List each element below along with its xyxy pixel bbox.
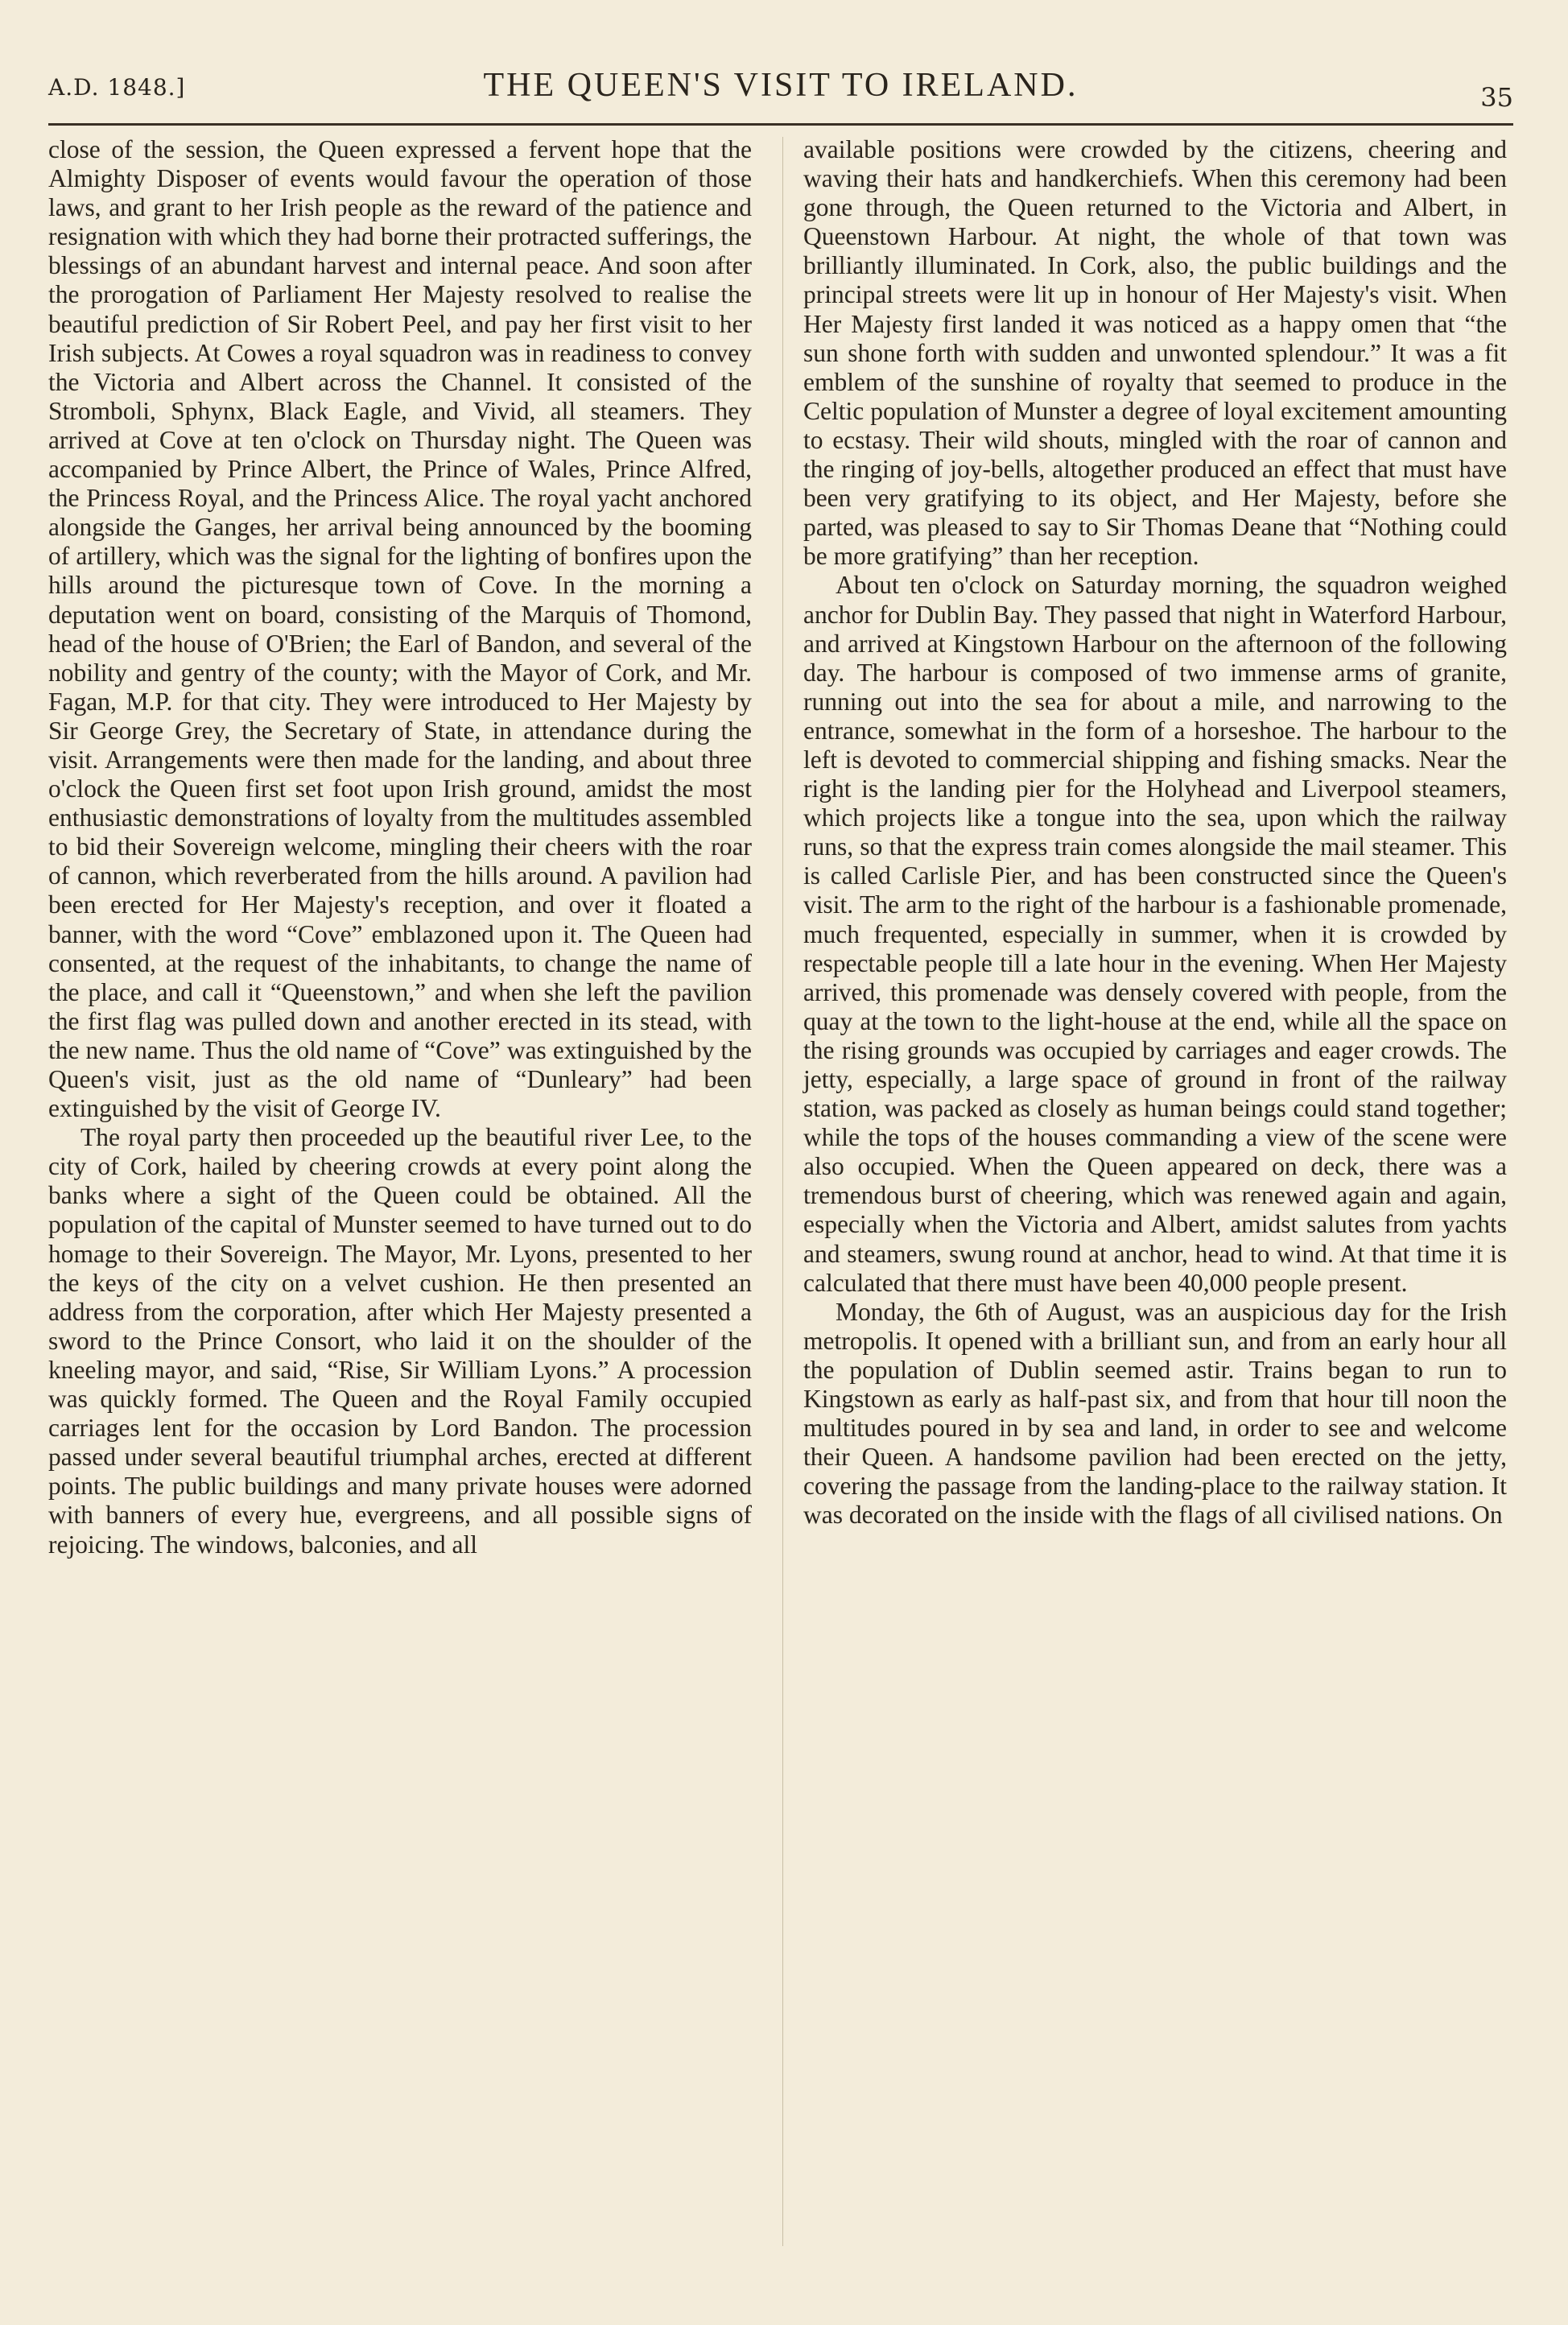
paragraph: The royal party then proceeded up the beautiful river Lee, to the city of Cork, hailed by cheering crowds at every point along the banks where a sight of the Queen could be obtained. All the population of the capital of Munster seemed to have turned out to do homage to their Sovereign. The Mayor, Mr. Lyons, presented to her the keys of the city on a velvet cushion. He then presented an address from the corporation, after which Her Majesty presented a sword to the Prince Consort, who laid it on the shoulder of the kneeling mayor, and said, “Rise, Sir William Lyons.” A procession was quickly formed. The Queen and the Royal Family occupied carriages lent for the occasion by Lord Bandon. The procession passed under several beautiful triumphal arches, erected at different points. The public buildings and many private houses were adorned with banners of every hue, evergreens, and all possible signs of rejoicing. The windows, balconies, and all	[48, 1123, 752, 1559]
running-header	[48, 63, 1513, 111]
paragraph: close of the session, the Queen expressed a fervent hope that the Almighty Disposer of events would favour the operation of those laws, and grant to her Irish people as the reward of the patience and resignation with which they had borne their protracted sufferings, the blessings of an abundant harvest and internal peace. And soon after the prorogation of Parliament Her Majesty resolved to realise the beautiful prediction of Sir Robert Peel, and pay her first visit to her Irish subjects. At Cowes a royal squadron was in readiness to convey the Victoria and Albert across the Channel. It consisted of the Stromboli, Sphynx, Black Eagle, and Vivid, all steamers. They arrived at Cove at ten o'clock on Thursday night. The Queen was accompanied by Prince Albert, the Prince of Wales, Prince Alfred, the Princess Royal, and the Princess Alice. The royal yacht anchored alongside the Ganges, her arrival being announced by the booming of artillery, which was the signal for the lighting of bonfires upon the hills around the picturesque town of Cove. In the morning a deputation went on board, consisting of the Marquis of Thomond, head of the house of O'Brien; the Earl of Bandon, and several of the nobility and gentry of the county; with the Mayor of Cork, and Mr. Fagan, M.P. for that city. They were introduced to Her Majesty by Sir George Grey, the Secretary of State, in attendance during the visit. Arrangements were then made for the landing, and about three o'clock the Queen first set foot upon Irish ground, amidst the most enthusiastic demonstrations of loyalty from the multitudes assembled to bid their Sovereign welcome, mingling their cheers with the roar of cannon, which reverberated from the hills around. A pavilion had been erected for Her Majesty's reception, and over it floated a banner, with the word “Cove” emblazoned upon it. The Queen had consented, at the request of the inhabitants, to change the name of the place, and call it “Queenstown,” and when she left the pavilion the first flag was pulled down and another erected in its stead, with the new name. Thus the old name of “Cove” was extinguished by the Queen's visit, just as the old name of “Dunleary” had been extinguished by the visit of George IV.	[48, 135, 752, 1123]
column-divider	[782, 137, 783, 2246]
paragraph: Monday, the 6th of August, was an auspicious day for the Irish metropolis. It opened with a brilliant sun, and from an early hour all the population of Dublin seemed astir. Trains began to run to Kingstown as early as half-past six, and from that hour till noon the multitudes poured in by sea and land, in order to see and welcome their Queen. A handsome pavilion had been erected on the jetty, covering the passage from the landing-place to the railway station. It was decorated on the inside with the flags of all civilised nations. On	[803, 1297, 1507, 1530]
page-number: 35	[1480, 82, 1513, 113]
header-year: A.D. 1848.]	[48, 74, 186, 101]
right-column	[803, 135, 1507, 1530]
left-column	[48, 135, 752, 1559]
paragraph: available positions were crowded by the citizens, cheering and waving their hats and handkerchiefs. When this ceremony had been gone through, the Queen returned to the Victoria and Albert, in Queenstown Harbour. At night, the whole of that town was brilliantly illuminated. In Cork, also, the public buildings and the principal streets were lit up in honour of Her Majesty's visit. When Her Majesty first landed it was noticed as a happy omen that “the sun shone forth with sudden and unwonted splendour.” It was a fit emblem of the sunshine of royalty that seemed to produce in the Celtic population of Munster a degree of loyal excitement amounting to ecstasy. Their wild shouts, mingled with the roar of cannon and the ringing of joy-bells, altogether produced an effect that must have been very gratifying to its object, and Her Majesty, before she parted, was pleased to say to Sir Thomas Deane that “Nothing could be more gratifying” than her reception.	[803, 135, 1507, 571]
header-title: THE QUEEN'S VISIT TO IRELAND.	[483, 67, 1079, 104]
paragraph: About ten o'clock on Saturday morning, the squadron weighed anchor for Dublin Bay. They passed that night in Waterford Harbour, and arrived at Kingstown Harbour on the afternoon of the following day. The harbour is composed of two immense arms of granite, running out into the sea for about a mile, and narrowing to the entrance, somewhat in the form of a horseshoe. The harbour to the left is devoted to commercial shipping and fishing smacks. Near the right is the landing pier for the Holyhead and Liverpool steamers, which projects like a tongue into the sea, upon which the railway runs, so that the express train comes alongside the mail steamer. This is called Carlisle Pier, and has been constructed since the Queen's visit. The arm to the right of the harbour is a fashionable promenade, much frequented, especially in summer, when it is crowded by respectable people till a late hour in the evening. When Her Majesty arrived, this promenade was densely covered with people, from the quay at the town to the light-house at the end, while all the space on the rising grounds was occupied by carriages and eager crowds. The jetty, especially, a large space of ground in front of the railway station, was packed as closely as human beings could stand together; while the tops of the houses commanding a view of the scene were also occupied. When the Queen appeared on deck, there was a tremendous burst of cheering, which was renewed again and again, especially when the Victoria and Albert, amidst salutes from yachts and steamers, swung round at anchor, head to wind. At that time it is calculated that there must have been 40,000 people present.	[803, 571, 1507, 1297]
header-rule	[48, 123, 1513, 126]
